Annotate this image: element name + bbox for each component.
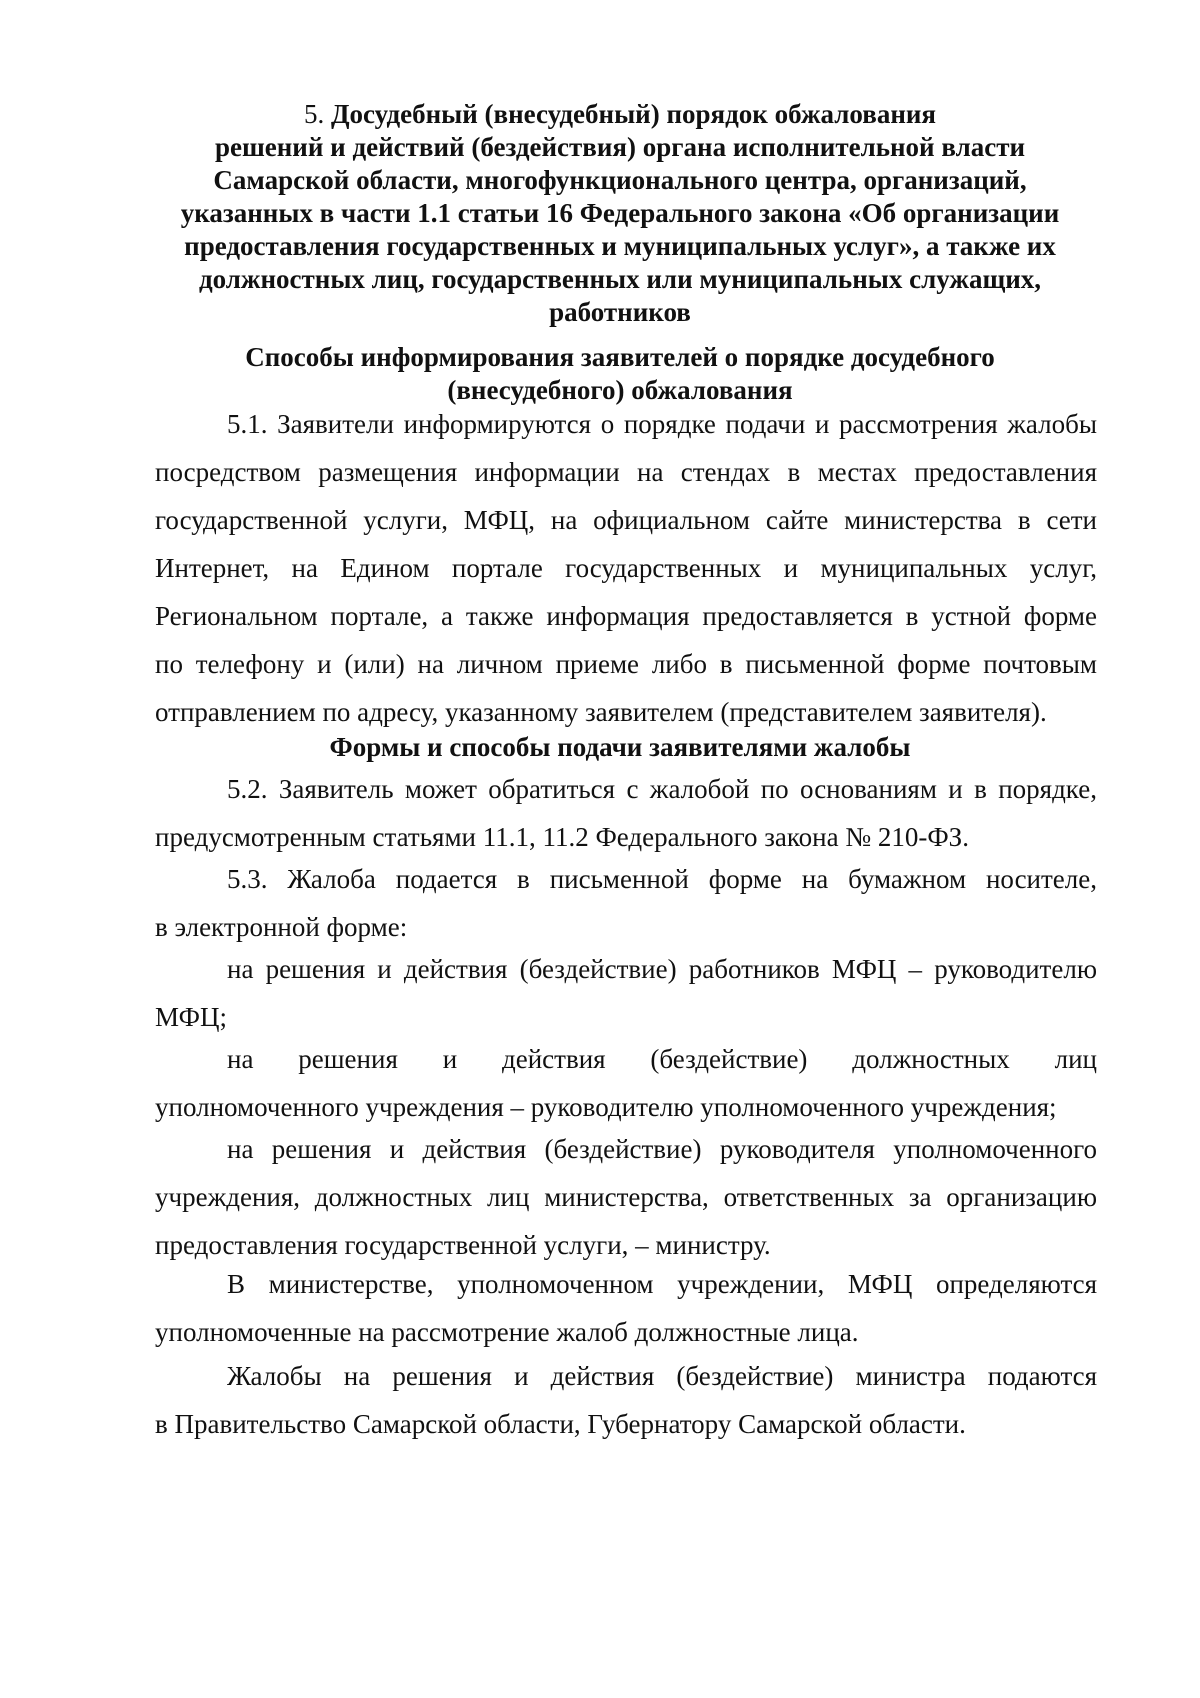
paragraph-line: по телефону и (или) на личном приеме либо в письменной форме почтовым	[155, 649, 1097, 679]
paragraph-line: посредством размещения информации на стендах в местах предоставления	[155, 457, 1097, 487]
paragraph-line: МФЦ;	[155, 1002, 227, 1032]
paragraph-line: предоставления государственной услуги, – министру.	[155, 1230, 771, 1260]
paragraph-line: на решения и действия (бездействие) работников МФЦ – руководителю	[227, 954, 1097, 984]
paragraph-mfc-complaints	[155, 945, 1097, 1041]
paragraph-line: уполномоченные на рассмотрение жалоб должностные лица.	[155, 1317, 859, 1347]
section-title-line: решений и действий (бездействия) органа исполнительной власти	[214, 132, 1026, 162]
subsection-heading-line: (внесудебного) обжалования	[447, 375, 793, 405]
paragraph-line: Интернет, на Едином портале государственных и муниципальных услуг,	[155, 553, 1097, 583]
subsection-heading-forms	[150, 731, 1090, 764]
paragraph-line: предусмотренным статьями 11.1, 11.2 Федерального закона № 210-ФЗ.	[155, 822, 969, 852]
paragraph-line: государственной услуги, МФЦ, на официальном сайте министерства в сети	[155, 505, 1097, 535]
paragraph-authorized-officials	[155, 1260, 1097, 1356]
section-title-line: должностных лиц, государственных или муниципальных служащих,	[198, 264, 1042, 294]
paragraph-line: в Правительство Самарской области, Губернатору Самарской области.	[155, 1409, 966, 1439]
paragraph-line: Региональном портале, а также информация предоставляется в устной форме	[155, 601, 1097, 631]
section-title-line: работников	[549, 297, 691, 327]
paragraph-5-1	[155, 400, 1097, 736]
subsection-heading-line: Способы информирования заявителей о порядке досудебного	[245, 342, 995, 372]
section-title-line: Самарской области, многофункционального центра, организаций,	[213, 165, 1027, 195]
section-title-line: указанных в части 1.1 статьи 16 Федерального закона «Об организации	[180, 198, 1060, 228]
paragraph-institution-complaints	[155, 1035, 1097, 1131]
paragraph-government-complaints	[155, 1352, 1097, 1448]
paragraph-line: учреждения, должностных лиц министерства, ответственных за организацию	[155, 1182, 1097, 1212]
paragraph-minister-complaints	[155, 1125, 1097, 1269]
section-title-line	[150, 98, 1090, 131]
paragraph-line: 5.1. Заявители информируются о порядке подачи и рассмотрения жалобы	[227, 409, 1097, 439]
section-title	[150, 98, 1090, 329]
paragraph-line: отправлением по адресу, указанному заявителем (представителем заявителя).	[155, 697, 1047, 727]
paragraph-5-2	[155, 765, 1097, 861]
subsection-heading-informing	[150, 341, 1090, 407]
paragraph-5-3	[155, 855, 1097, 951]
section-title-text: Досудебный (внесудебный) порядок обжалования	[330, 99, 937, 129]
paragraph-line: на решения и действия (бездействие) должностных лиц	[227, 1044, 1097, 1074]
paragraph-line: 5.2. Заявитель может обратиться с жалобой по основаниям и в порядке,	[227, 774, 1097, 804]
paragraph-line: на решения и действия (бездействие) руководителя уполномоченного	[227, 1134, 1097, 1164]
paragraph-line: уполномоченного учреждения – руководителю уполномоченного учреждения;	[155, 1092, 1057, 1122]
paragraph-line: 5.3. Жалоба подается в письменной форме на бумажном носителе,	[227, 864, 1097, 894]
section-number: 5.	[303, 99, 325, 129]
subsection-heading-line: Формы и способы подачи заявителями жалобы	[329, 732, 911, 762]
paragraph-line: Жалобы на решения и действия (бездействие) министра подаются	[227, 1361, 1097, 1391]
paragraph-line: в электронной форме:	[155, 912, 408, 942]
section-title-line: предоставления государственных и муниципальных услуг», а также их	[184, 231, 1056, 261]
paragraph-line: В министерстве, уполномоченном учреждении, МФЦ определяются	[227, 1269, 1097, 1299]
